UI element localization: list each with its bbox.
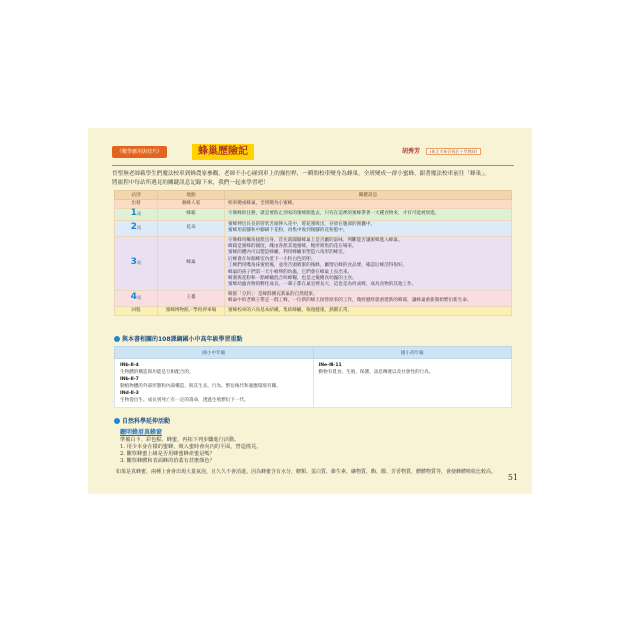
curriculum-title-text: 與本書相關的108課綱國小中高年級學習重點 xyxy=(122,336,243,343)
table-header-row xyxy=(115,191,512,200)
station-label: 站 xyxy=(136,261,142,267)
key-info-line: 蜂箱是蜜蜂的國度，雌由各派其他蜜蜂，牠所吸集的花在場來。 xyxy=(228,244,357,250)
activity-step: 1. 用少本身在樣的蜜蜂，吸入蜜時會向內的平面，營造搖晃。 xyxy=(120,444,262,450)
station-cell xyxy=(115,209,158,220)
table-header-row xyxy=(115,347,512,359)
station-label: 出發 xyxy=(131,201,141,206)
activity-section-title xyxy=(114,416,170,425)
table-row xyxy=(115,220,512,236)
curriculum-text: 生物從出生、成長到死亡有一定的壽命，透過生殖繁衍下一代。 xyxy=(120,398,249,403)
intro-line: 將旅程中每站所遇見的關鍵訊息記錄下來，我們一起來學習吧！ xyxy=(112,180,269,186)
station-number: 3 xyxy=(130,257,137,268)
place-cell: 花朵 xyxy=(158,220,225,236)
key-info-line: 守衛蜂的任務，就是要防止別家的蜜蜂跑進去，只有在這裡的蜜蜂帶著一大種食物來，才有可能被放進。 xyxy=(228,211,440,217)
key-info-line: 工蜂們用嘴角抹蜜給後，並用舌頭吸蜜的後蜂，屬增后蜂的食品要，確認后蜂活得很好。 xyxy=(228,263,408,269)
key-info-line: 蜜蜂用前腳和中腳刷下花粉，再集中收到後腳的花粉籃中。 xyxy=(228,228,348,234)
key-info-cell xyxy=(225,220,512,236)
activity-step: 3. 觀察蜂體和表面蜂的拾蓋有甚麼顏色？ xyxy=(120,458,215,464)
key-info-line: 蜂群「分封」：是蜂群擴充新巢的自然現象。 xyxy=(228,291,318,297)
author-line xyxy=(402,146,481,158)
key-info-line: 蜂巢的孩子們第一天小蜂卵的幼蟲，它們會在蜂巢上長出來。 xyxy=(228,269,353,275)
curriculum-section-title xyxy=(114,334,243,343)
table-row xyxy=(115,200,512,209)
table-row xyxy=(115,306,512,315)
key-info-line: 蜂巢中的老蜂王帶走一群工蜂，一位新的蜂王接替原來的工作，幾經歷經就重建新的蜂窩，讓蜂巢重新開始繁衍新生命。 xyxy=(228,298,472,304)
section-bullet-icon xyxy=(114,336,120,342)
article-title: 蜂巢歷險記 xyxy=(192,144,254,160)
station-label: 站 xyxy=(136,296,142,302)
key-info-line: 蜜蜂幼蟲食物的孵化成長，一輩子都在巢室裡長大，這也是為何成蜂，成為食物的其他工作。 xyxy=(228,282,417,288)
activity-footnote: 如果是真蜂蜜，兩種上會會出現大量氣泡，且久久不會消逝。因為蜂蜜含有水分，糖類、蛋白質、維生素、礦物質、酶、酸、芳香物質，體體物質等，會使蜂體吸收比較高。 xyxy=(116,469,497,475)
place-cell: 蜂箱 xyxy=(158,209,225,220)
station-label: 站 xyxy=(136,212,142,218)
key-info-cell xyxy=(225,209,512,220)
column-tag: 《數學應用與技巧》 xyxy=(112,146,167,158)
activity-title-text: 自然科學延伸活動 xyxy=(122,418,171,425)
curriculum-code: INb-Ⅱ-4 xyxy=(120,363,139,368)
place-cell: 養蜂人家 xyxy=(158,200,225,209)
table-row xyxy=(115,290,512,306)
journey-table xyxy=(114,190,512,316)
station-number: 1 xyxy=(130,208,137,219)
page-number: 51 xyxy=(507,473,518,482)
curriculum-text: 動物有覓食、生殖、保護、訊息傳遞以及社會性的行為。 xyxy=(318,370,434,375)
key-info-line: 蜜蜂的體內可以製造蜂蠟，利用蜂蠟來塑造六角形的蜂室。 xyxy=(228,250,348,256)
curriculum-code: INb-Ⅱ-7 xyxy=(120,377,139,382)
activity-step: 2. 觀察蜂蜜上緣是否用蜂蜜蜂產蜜是嗎？ xyxy=(120,451,215,457)
curriculum-code: INe-Ⅲ-11 xyxy=(318,363,342,368)
station-cell xyxy=(115,220,158,236)
station-cell xyxy=(115,236,158,290)
col-header-station: 站別 xyxy=(115,191,158,200)
key-info-cell xyxy=(225,200,512,209)
table-row xyxy=(115,359,512,408)
station-cell xyxy=(115,290,158,306)
station-number: 2 xyxy=(130,222,137,233)
curriculum-table xyxy=(114,346,512,408)
col-header-upper-grade: 國小高年級 xyxy=(313,347,512,359)
col-header-middle-grade: 國小中年級 xyxy=(115,347,314,359)
col-header-key-info: 關鍵訊息 xyxy=(225,191,512,200)
key-info-line: 蜜蜂伸出長長的管狀舌頭伸入花中，將花蜜吸出，存放在腹部的蜜囊中。 xyxy=(228,221,376,227)
key-info-line: 蜜蜂校車的六角基本結構，集結蜂蠟，恢復健康，熱鬧正常。 xyxy=(228,307,353,313)
author-school: (新北市新莊國民小學教師) xyxy=(426,148,481,155)
key-info-line: 校車變成蜂巢，全班變為小蜜蜂。 xyxy=(228,201,297,206)
table-row xyxy=(115,209,512,220)
upper-grade-cell xyxy=(313,359,512,408)
key-info-line: 蜂蜜與花粉和一點蜂蠟混合叫蜂糧，也是之後餵食幼蟲的主食。 xyxy=(228,276,357,282)
curriculum-text: 動植物體的外部形態和內部構造，與其生長、行為、繁衍後代和適應環境有關。 xyxy=(120,384,281,389)
place-cell: 蜂巢 xyxy=(158,236,225,290)
curriculum-text: 生物體的構造與功能是互相配合的。 xyxy=(120,370,194,375)
header-divider xyxy=(112,165,514,166)
place-cell: 蜜蜂博物館／學校停車場 xyxy=(158,306,225,315)
station-cell xyxy=(115,306,158,315)
activity-step: 準備白卡、彩色點、蜂蜜，再拓下列步驟進行活動。 xyxy=(120,437,240,443)
intro-paragraph xyxy=(112,170,514,188)
key-info-cell xyxy=(225,290,512,306)
key-info-cell xyxy=(225,306,512,315)
intro-line: 晉聖無老師載學生們魔法校車到蜂農家參觀，老師不小心碰到車上的操控桿，一瞬間校車變身為蜂巢，全班變成一群小蜜蜂，跟著魔法校車前往「蜂巢」， xyxy=(112,171,490,177)
key-info-line: 守衛蜂用觸角接派出身，首先就聞聞蜂巢上是否屬的氣味，判斷能否讓蜜蜂進入蜂巢。 xyxy=(228,237,403,243)
col-header-place: 地點 xyxy=(158,191,225,200)
activity-subtitle: 聽明蜂眉真蜂窗 xyxy=(120,429,163,436)
key-info-cell xyxy=(225,236,512,290)
curriculum-code: INd-Ⅱ-3 xyxy=(120,391,139,396)
author-name: 胡秀芳 xyxy=(402,148,421,155)
article-header xyxy=(112,144,514,162)
page xyxy=(88,128,532,494)
table-row xyxy=(115,236,512,290)
station-number: 4 xyxy=(130,292,137,303)
middle-grade-cell xyxy=(115,359,314,408)
station-label: 回程 xyxy=(131,307,141,313)
place-cell: 王臺 xyxy=(158,290,225,306)
station-label: 站 xyxy=(136,226,142,232)
section-bullet-icon xyxy=(114,418,120,424)
key-info-line: 后蜂會在每個蜂室內產下一小粒白色的卵。 xyxy=(228,256,316,262)
